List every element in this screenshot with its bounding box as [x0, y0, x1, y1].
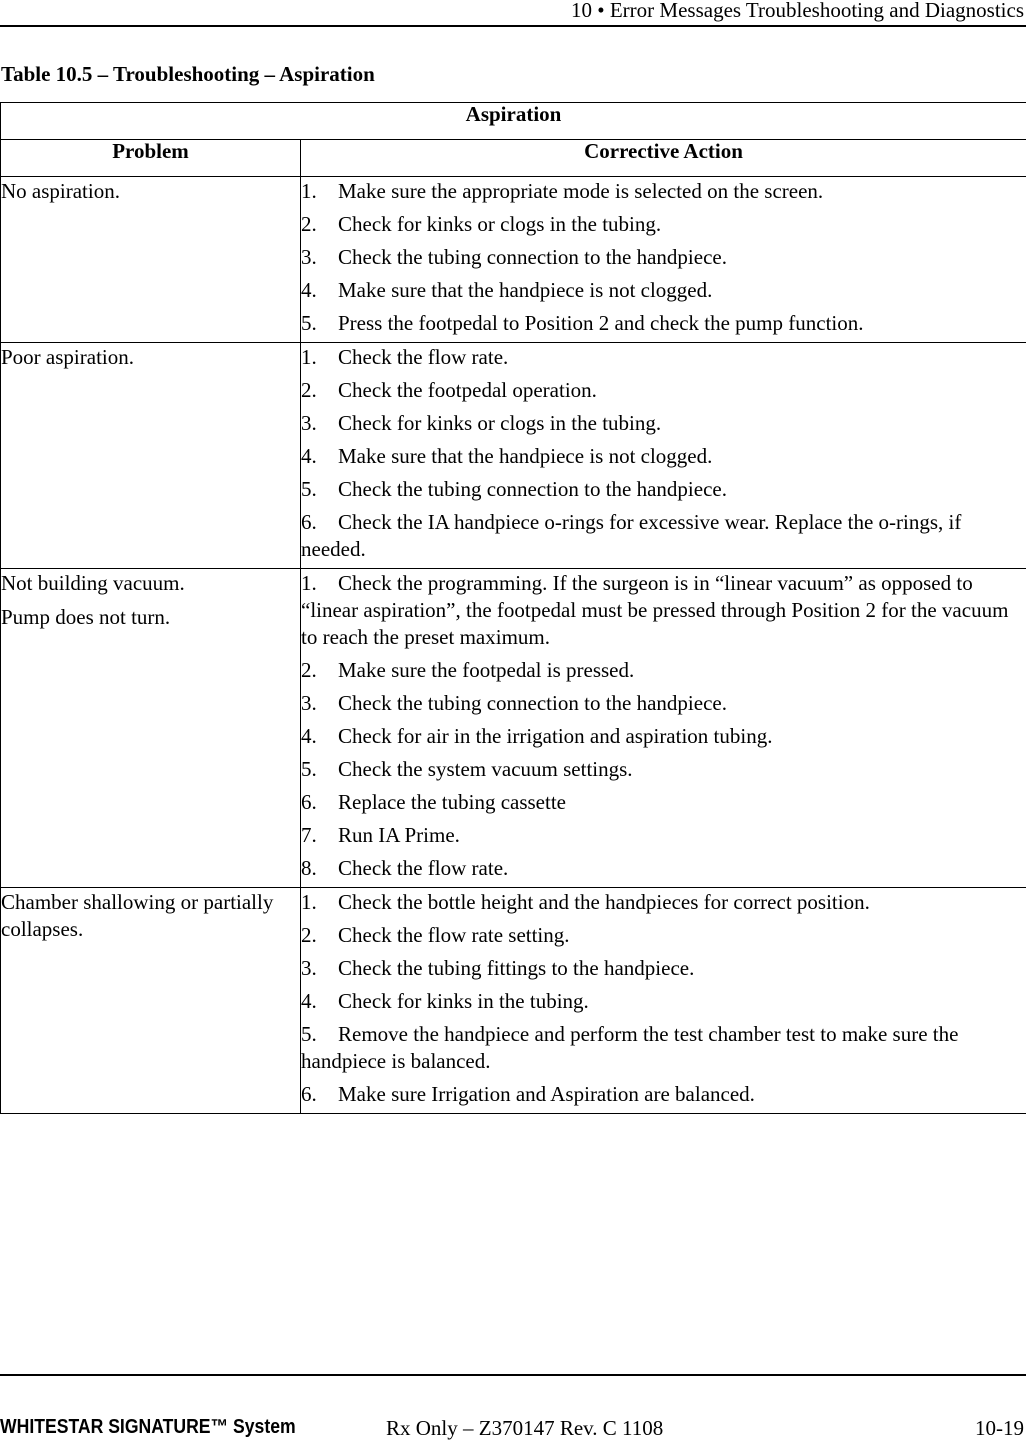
- step-text: Check the footpedal operation.: [338, 378, 597, 402]
- step-number: 3.: [301, 956, 317, 980]
- action-step: [301, 921, 1026, 954]
- table-row: [1, 569, 1026, 888]
- step-number: 3.: [301, 245, 317, 269]
- footer-document-number: Rx Only – Z370147 Rev. C 1108: [386, 1416, 664, 1440]
- action-step: [301, 987, 1026, 1020]
- action-step: [301, 821, 1026, 854]
- step-number: 2.: [301, 378, 317, 402]
- step-number: 4.: [301, 278, 317, 302]
- problem-cell: [1, 888, 301, 1114]
- step-text: Check for kinks or clogs in the tubing.: [338, 212, 662, 236]
- problem-cell: [1, 343, 301, 569]
- step-text: Check the flow rate.: [338, 345, 509, 369]
- step-text: Replace the tubing cassette: [338, 790, 566, 814]
- table-caption: Table 10.5 – Troubleshooting – Aspiration: [1, 62, 375, 86]
- step-text: Make sure Irrigation and Aspiration are balanced.: [338, 1082, 755, 1106]
- action-step: [301, 309, 1026, 342]
- step-text: Check for kinks or clogs in the tubing.: [338, 411, 662, 435]
- step-text: Check for air in the irrigation and aspiration tubing.: [338, 724, 773, 748]
- action-step: [301, 755, 1026, 788]
- table-body: [1, 177, 1026, 1114]
- step-number: 6.: [301, 790, 317, 814]
- step-text: Make sure the footpedal is pressed.: [338, 658, 635, 682]
- action-step: [301, 888, 1026, 921]
- step-number: 6.: [301, 510, 317, 534]
- step-text: Check the tubing connection to the handpiece.: [338, 245, 727, 269]
- corrective-action-cell: [301, 343, 1026, 569]
- troubleshooting-table: [0, 102, 1026, 1114]
- table-row: [1, 177, 1026, 343]
- action-step: [301, 442, 1026, 475]
- step-number: 1.: [301, 345, 317, 369]
- step-text: Press the footpedal to Position 2 and check the pump function.: [338, 311, 864, 335]
- step-number: 4.: [301, 989, 317, 1013]
- action-step: [301, 177, 1026, 210]
- step-number: 2.: [301, 923, 317, 947]
- step-number: 8.: [301, 856, 317, 880]
- running-header: 10 • Error Messages Troubleshooting and Diagnostics: [571, 0, 1024, 22]
- step-number: 4.: [301, 444, 317, 468]
- step-text: Make sure that the handpiece is not clogged.: [338, 278, 713, 302]
- corrective-action-cell: [301, 569, 1026, 888]
- step-text: Check the flow rate.: [338, 856, 509, 880]
- step-number: 2.: [301, 212, 317, 236]
- page-number: 10-19: [975, 1416, 1024, 1440]
- step-text: Check the tubing fittings to the handpiece.: [338, 956, 695, 980]
- step-number: 5.: [301, 757, 317, 781]
- action-step: [301, 1020, 1026, 1080]
- step-text: Check the system vacuum settings.: [338, 757, 633, 781]
- action-step: [301, 569, 1026, 656]
- step-number: 4.: [301, 724, 317, 748]
- action-step: [301, 788, 1026, 821]
- action-step: [301, 210, 1026, 243]
- action-step: [301, 508, 1026, 568]
- corrective-action-cell: [301, 177, 1026, 343]
- step-text: Run IA Prime.: [338, 823, 460, 847]
- step-text: Check the tubing connection to the handpiece.: [338, 477, 727, 501]
- step-number: 7.: [301, 823, 317, 847]
- table-row: [1, 888, 1026, 1114]
- step-text: Check for kinks in the tubing.: [338, 989, 589, 1013]
- step-number: 1.: [301, 571, 317, 595]
- action-step: [301, 409, 1026, 442]
- action-step: [301, 376, 1026, 409]
- table-row: [1, 343, 1026, 569]
- step-number: 1.: [301, 890, 317, 914]
- step-number: 6.: [301, 1082, 317, 1106]
- step-text: Remove the handpiece and perform the test chamber test to make sure the handpiece is balanced.: [301, 1022, 959, 1073]
- action-step: [301, 722, 1026, 755]
- header-rule: [0, 25, 1026, 27]
- footer-rule: [0, 1374, 1026, 1376]
- problem-text: Not building vacuum.: [1, 571, 185, 595]
- action-step: [301, 243, 1026, 276]
- column-header-problem: Problem: [1, 140, 301, 177]
- step-text: Check the flow rate setting.: [338, 923, 570, 947]
- table-group-header: Aspiration: [1, 103, 1026, 140]
- action-step: [301, 854, 1026, 887]
- action-step: [301, 656, 1026, 689]
- step-text: Check the programming. If the surgeon is in “linear vacuum” as opposed to “linear aspiration”, the footpedal must be pressed through Position 2 for the vacuum to reach the preset maximum.: [301, 571, 1009, 649]
- problem-cell: [1, 177, 301, 343]
- step-text: Check the bottle height and the handpieces for correct position.: [338, 890, 870, 914]
- step-number: 5.: [301, 1022, 317, 1046]
- problem-text: Chamber shallowing or partially collapses.: [1, 890, 274, 941]
- step-text: Make sure that the handpiece is not clogged.: [338, 444, 713, 468]
- problem-text: Pump does not turn.: [1, 605, 171, 629]
- footer-product-name: WHITESTAR SIGNATURE™ System: [0, 1416, 296, 1438]
- action-step: [301, 954, 1026, 987]
- step-text: Make sure the appropriate mode is selected on the screen.: [338, 179, 824, 203]
- action-step: [301, 475, 1026, 508]
- step-text: Check the tubing connection to the handpiece.: [338, 691, 727, 715]
- problem-text: No aspiration.: [1, 179, 120, 203]
- step-number: 2.: [301, 658, 317, 682]
- action-step: [301, 689, 1026, 722]
- problem-cell: [1, 569, 301, 888]
- action-step: [301, 343, 1026, 376]
- problem-text: Poor aspiration.: [1, 345, 134, 369]
- step-number: 3.: [301, 411, 317, 435]
- step-text: Check the IA handpiece o-rings for excessive wear. Replace the o-rings, if needed.: [301, 510, 962, 561]
- corrective-action-cell: [301, 888, 1026, 1114]
- step-number: 3.: [301, 691, 317, 715]
- column-header-corrective-action: Corrective Action: [301, 140, 1026, 177]
- step-number: 5.: [301, 477, 317, 501]
- step-number: 1.: [301, 179, 317, 203]
- action-step: [301, 1080, 1026, 1113]
- action-step: [301, 276, 1026, 309]
- step-number: 5.: [301, 311, 317, 335]
